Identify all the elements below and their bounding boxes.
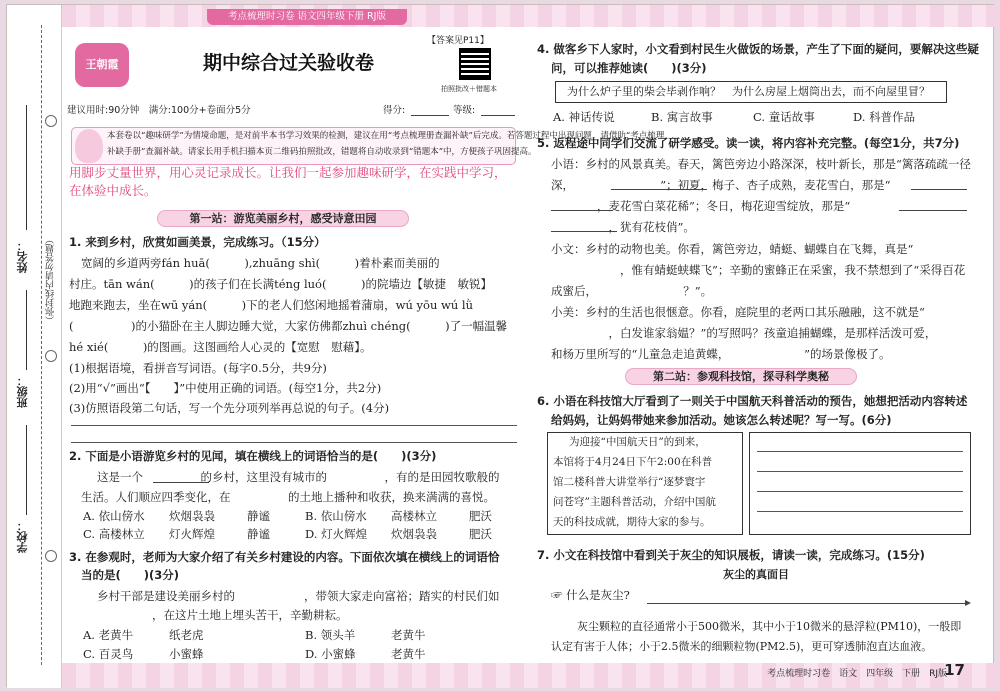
class-label: 班级： (16, 375, 29, 408)
intro-line-2: 补缺手册”查漏补缺。请家长用手机扫描本页二维码拍照批改，错题将自动收录到“错题本”中，方便孩子巩固提高。 (107, 147, 537, 157)
page-title: 期中综合过关验收卷 (203, 52, 375, 74)
q5-line-10: 和杨万里所写的“儿童急走追黄蝶， ”的场景像极了。 (551, 347, 891, 361)
grade-field[interactable] (481, 115, 515, 116)
q6-notice-4: 问苍穹”主题科普活动，介绍中国航 (553, 496, 716, 508)
blank[interactable] (153, 482, 209, 483)
q2-option-b[interactable]: B. 依山傍水 (305, 509, 367, 523)
exam-page (6, 4, 994, 687)
school-field[interactable] (26, 425, 27, 515)
answer-line[interactable] (71, 425, 517, 426)
section-divider (647, 603, 969, 604)
q4-option-d[interactable]: D. 科普作品 (853, 110, 916, 124)
q7-panel-title: 灰尘的真面目 (723, 568, 789, 581)
q3-para-2: ，在这片土地上埋头苦干，辛勤耕耘。 (83, 608, 348, 622)
q4-option-a[interactable]: A. 神话传说 (553, 110, 615, 124)
q1-line-3: 地跑来跑去，坐在wū yán( )下的老人们悠闲地摇着蒲扇，wú yōu wú lǜ (69, 298, 474, 312)
qr-caption: 拍照批改＋错题本 (441, 85, 497, 93)
brand-logo: 王朝霞 (75, 43, 129, 87)
q2-para-1: 这是一个 的乡村，这里没有城市的 ，有的是田园牧歌般的 (97, 470, 500, 484)
q3-option-a-2: 纸老虎 (169, 628, 204, 642)
station-2-banner: 第二站：参观科技馆，探寻科学奥秘 (625, 368, 857, 385)
intro-line-1: 本套卷以“趣味研学”为情境命题，是对前半本书学习效果的检测，建议在用“考点梳理册查漏补缺”后完成。若答题过程中出现问题，请借助“考点梳理 (107, 131, 665, 141)
answer-line[interactable] (71, 442, 517, 443)
q5-line-4: ，犹有花枝俏”。 (551, 220, 695, 234)
cut-line (41, 25, 42, 665)
q6-notice-3: 馆二楼科普大讲堂举行“逐梦寰宇 (553, 476, 706, 488)
q5-line-6: ，惟有蜻蜓蛱蝶飞”；辛勤的蜜蜂正在采蜜，我不禁想到了“采得百花 (551, 263, 966, 277)
q2-option-b-2: 高楼林立 (391, 509, 437, 523)
answer-line (757, 471, 963, 472)
q6-answer-box[interactable] (749, 432, 971, 535)
answer-ref: 【答案见P11】 (427, 36, 489, 46)
name-label: 姓名： (16, 240, 29, 273)
binding-hole (45, 115, 57, 127)
q2-option-a-2: 炊烟袅袅 (169, 509, 215, 523)
answer-line (757, 491, 963, 492)
lead-line-1: 用脚步丈量世界，用心灵记录成长。让我们一起参加趣味研学，在实践中学习， (69, 165, 507, 180)
q5-line-8: 小美：乡村的生活也很惬意。你看，庭院里的老两口其乐融融，这不就是“ (551, 305, 925, 319)
q7-heading: 7. 小文在科技馆中看到关于灰尘的知识展板，请读一读，完成练习。(15分) (537, 548, 925, 562)
class-field[interactable] (26, 290, 27, 370)
q7-para-2: 认定有害于人体；小于2.5微米的细颗粒物(PM2.5)，更可穿透肺泡直达血液。 (551, 640, 933, 653)
q6-heading-1: 6. 小语在科技馆大厅看到了一则关于中国航天科普活动的预告，她想把活动内容转述 (537, 394, 968, 408)
q5-line-5: 小文：乡村的动物也美。你看，篱笆旁边，蜻蜓、蝴蝶自在飞舞，真是“ (551, 242, 914, 256)
blank[interactable] (899, 210, 967, 211)
q7-section-title: ☞ 什么是灰尘? (551, 588, 630, 602)
q2-option-c[interactable]: C. 高楼林立 (83, 527, 145, 541)
score-field[interactable] (411, 115, 449, 116)
q3-para-1: 乡村干部是建设美丽乡村的 ，带领大家走向富裕；踏实的村民们如 (97, 589, 500, 603)
q6-notice-2: 本馆将于4月24日下午2:00在科普 (553, 456, 713, 468)
q4-heading-2: 问，可以推荐她读( )(3分) (551, 61, 707, 75)
q5-line-7: 成蜜后， ？”。 (551, 284, 713, 298)
meta-info: 建议用时:90分钟 满分:100分+卷面分5分 (67, 105, 251, 116)
lead-line-2: 在体验中成长。 (69, 183, 157, 198)
q2-option-d-2: 炊烟袅袅 (391, 527, 437, 541)
q6-notice-1: 为迎接“中国航天日”的到来， (569, 436, 706, 448)
q3-option-c-2: 小蜜蜂 (169, 647, 204, 661)
blank[interactable] (611, 189, 707, 190)
q1-line-5: hé xié( )的图画。这图画给人心灵的【宽慰 慰藉】。 (69, 340, 372, 354)
q2-option-c-3: 静谧 (247, 527, 270, 541)
binding-hole (45, 350, 57, 362)
binding-hole (45, 550, 57, 562)
q3-option-a[interactable]: A. 老黄牛 (83, 628, 134, 642)
answer-line (757, 511, 963, 512)
top-band (62, 5, 997, 27)
q6-heading-2: 给妈妈，让妈妈带她来参加活动。她该怎么转述呢？写一写。(6分) (551, 413, 892, 427)
q2-option-c-2: 灯火辉煌 (169, 527, 215, 541)
q2-option-d[interactable]: D. 灯火辉煌 (305, 527, 368, 541)
q1-sub-1: (1)根据语境，看拼音写词语。(每字0.5分，共9分) (69, 361, 327, 375)
blank[interactable] (551, 231, 617, 232)
q1-line-2: 村庄。tān wán( )的孩子们在长满téng luó( )的院墙边【敏捷 敏锐】 (69, 277, 492, 291)
q2-para-2: 生活。人们顺应四季变化，在 的土地上播种和收获，换来满满的喜悦。 (81, 490, 495, 504)
q1-heading: 1. 来到乡村，欣赏如画美景，完成练习。（15分） (69, 235, 326, 249)
q5-heading: 5. 返程途中同学们交流了研学感受。读一读，将内容补充完整。(每空1分，共7分) (537, 136, 960, 150)
q4-option-b[interactable]: B. 寓言故事 (651, 110, 713, 124)
q5-line-3: ，麦花雪白菜花稀”；冬日，梅花迎雪绽放，那是“ (551, 199, 851, 213)
footer-text: 考点梳理时习卷 语文 四年级 下册 RJ版 (767, 669, 947, 679)
q4-option-c[interactable]: C. 童话故事 (753, 110, 815, 124)
q6-notice-5: 天的科技成就，期待大家的参与。 (553, 516, 711, 528)
q3-heading-2: 当的是( )(3分) (81, 568, 180, 582)
page-number: 17 (944, 661, 965, 679)
qr-code-icon[interactable] (459, 48, 491, 80)
q2-option-a[interactable]: A. 依山傍水 (83, 509, 145, 523)
q3-option-d[interactable]: D. 小蜜蜂 (305, 647, 356, 661)
score-label: 得分: (383, 105, 406, 116)
q3-option-b[interactable]: B. 领头羊 (305, 628, 356, 642)
q1-line-1: 宽阔的乡道两旁fán huā( ),zhuāng shì( )着朴素而美丽的 (81, 256, 440, 270)
q1-sub-2: (2)用“√”画出“【 】”中使用正确的词语。(每空1分，共2分) (69, 381, 382, 395)
q2-option-d-3: 肥沃 (469, 527, 492, 541)
q2-option-a-3: 静谧 (247, 509, 270, 523)
q3-heading-1: 3. 在参观时，老师为大家介绍了有关乡村建设的内容。下面依次填在横线上的词语恰 (69, 550, 500, 564)
station-1-banner: 第一站：游览美丽乡村，感受诗意田园 (157, 210, 409, 227)
blank[interactable] (551, 210, 613, 211)
binding-strip (7, 5, 62, 688)
name-field[interactable] (26, 105, 27, 230)
grade-label: 等级: (453, 105, 476, 116)
mascot-icon (75, 129, 103, 163)
q5-line-1: 小语：乡村的风景真美。春天，篱笆旁边小路深深，枝叶新长，那是“篱落疏疏一径 (551, 157, 971, 171)
q2-heading: 2. 下面是小语游览乡村的见闻，填在横线上的词语恰当的是( )(3分) (69, 449, 437, 463)
q4-heading-1: 4. 做客乡下人家时，小文看到村民生火做饭的场景，产生了下面的疑问，要解决这些疑 (537, 42, 979, 56)
q3-option-b-2: 老黄牛 (391, 628, 426, 642)
q5-line-2: 深， ”；初夏，梅子、杏子成熟，麦花雪白，那是“ (551, 178, 891, 192)
q5-line-9: ，白发谁家翁媪？”的写照吗？孩童追捕蝴蝶，是那样活泼可爱， (551, 326, 937, 340)
q3-option-d-2: 老黄牛 (391, 647, 426, 661)
q2-option-b-3: 肥沃 (469, 509, 492, 523)
answer-line (757, 451, 963, 452)
q1-sub-3: (3)仿照语段第二句话，写一个先分项列举再总说的句子。(4分) (69, 401, 390, 415)
series-tag: 考点梳理时习卷 语文四年级下册 RJ版 (207, 9, 407, 25)
school-label: 学校： (16, 520, 29, 553)
q3-option-c[interactable]: C. 百灵鸟 (83, 647, 134, 661)
q1-line-4: ( )的小猫卧在主人脚边睡大觉，大家仿佛都zhuì chéng( )了一幅温馨 (69, 319, 508, 333)
blank[interactable] (911, 189, 967, 190)
seal-note: （弥封线内请勿答题） (46, 235, 56, 325)
q7-para-1: 灰尘颗粒的直径通常小于500微米，其中小于10微米的悬浮粒(PM10)，一般即 (577, 620, 962, 633)
q4-box-text: 为什么炉子里的柴会毕剥作响？ 为什么房屋上烟筒出去，而不向屋里冒？ (567, 85, 930, 98)
